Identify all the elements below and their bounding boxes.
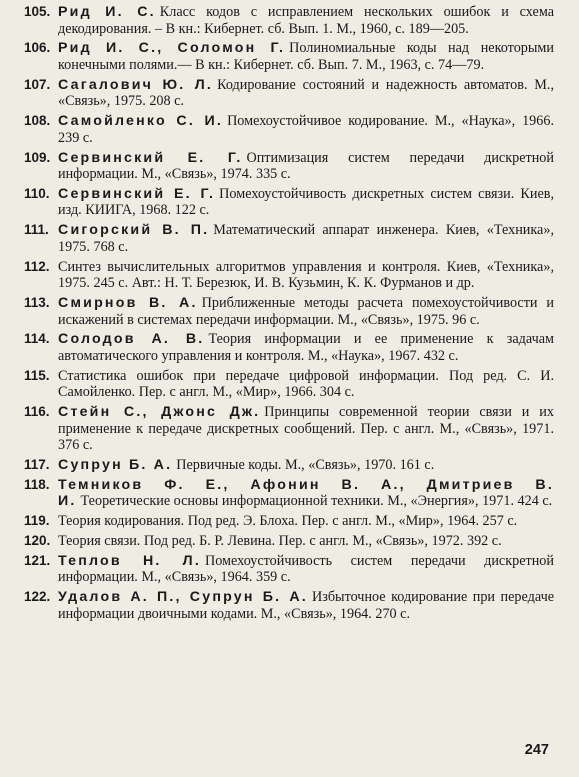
reference-number: 112. bbox=[24, 258, 50, 274]
reference-text bbox=[58, 404, 554, 454]
reference-number: 115. bbox=[24, 367, 50, 383]
reference-body: Принципы современной теории связи и их применение к передаче дискретных сообщений. Пер. с англ. М., «Связь», 1971. 376 с. bbox=[58, 404, 554, 454]
reference-item bbox=[24, 295, 554, 328]
reference-author: Сагалович Ю. Л. bbox=[58, 76, 214, 93]
reference-text bbox=[58, 477, 554, 510]
reference-item bbox=[24, 477, 554, 510]
reference-text bbox=[58, 589, 554, 622]
reference-author: Самойленко С. И. bbox=[58, 113, 224, 130]
reference-body: Статистика ошибок при передаче цифровой информации. Под ред. С. И. Самойленко. Пер. с англ. М., «Мир», 1966. 304 с. bbox=[58, 367, 554, 401]
reference-body: Математический аппарат инженера. Киев, «Техника», 1975. 768 с. bbox=[58, 222, 554, 255]
reference-text bbox=[58, 186, 554, 219]
reference-item bbox=[24, 368, 554, 401]
reference-text bbox=[58, 4, 554, 37]
reference-item bbox=[24, 222, 554, 255]
reference-number: 118. bbox=[24, 476, 50, 492]
reference-item bbox=[24, 553, 554, 586]
reference-number: 106. bbox=[24, 40, 51, 56]
reference-text bbox=[58, 368, 554, 401]
reference-author: Удалов А. П., Супрун Б. А. bbox=[58, 589, 308, 606]
reference-body: Первичные коды. М., «Связь», 1970. 161 с. bbox=[176, 457, 435, 474]
reference-number: 114. bbox=[24, 331, 50, 347]
reference-body: Теория кодирования. Под ред. Э. Блоха. Пер. с англ. М., «Мир», 1964. 257 с. bbox=[58, 513, 518, 530]
reference-item bbox=[24, 404, 554, 454]
reference-author: Темников Ф. Е., Афонин В. А., Дмитриев В. И. bbox=[58, 476, 554, 510]
reference-author: Сервинский Е. Г. bbox=[58, 185, 216, 202]
reference-body: Кодирование состояний и надежность автоматов. М., «Связь», 1975. 208 с. bbox=[58, 76, 554, 110]
reference-body: Полиномиальные коды над некоторыми конечными полями.— В кн.: Кибернет. сб. Вып. 7. М., 1963, с. 74—79. bbox=[58, 40, 554, 73]
reference-text bbox=[58, 150, 554, 183]
reference-author: Рид И. С., Соломон Г. bbox=[58, 40, 286, 57]
reference-list bbox=[24, 4, 554, 626]
reference-number: 117. bbox=[24, 457, 50, 473]
reference-text bbox=[58, 77, 554, 110]
reference-body: Помехоустойчивое кодирование. М., «Наука», 1966. 239 с. bbox=[58, 113, 554, 146]
reference-body: Теория связи. Под ред. Б. Р. Левина. Пер. с англ. М., «Связь», 1972. 392 с. bbox=[58, 533, 502, 550]
reference-item bbox=[24, 40, 554, 73]
reference-text bbox=[58, 113, 554, 146]
reference-item bbox=[24, 533, 554, 550]
reference-number: 122. bbox=[24, 589, 51, 605]
reference-number: 107. bbox=[24, 76, 51, 92]
reference-item bbox=[24, 150, 554, 183]
reference-author: Стейн С., Джонс Дж. bbox=[58, 404, 261, 421]
reference-body: Оптимизация систем передачи дискретной информации. М., «Связь», 1974. 335 с. bbox=[58, 149, 554, 183]
reference-text bbox=[58, 553, 554, 586]
reference-author: Супрун Б. А. bbox=[58, 457, 173, 474]
reference-number: 109. bbox=[24, 149, 51, 165]
reference-author: Солодов А. В. bbox=[58, 331, 205, 348]
reference-text bbox=[58, 295, 554, 328]
reference-number: 120. bbox=[24, 533, 51, 549]
page-number: 247 bbox=[524, 742, 549, 758]
reference-body: Класс кодов с исправлением нескольких ошибок и схема декодирования. – В кн.: Кибернет. сб. Вып. 1. М., 1960, с. 189—205. bbox=[58, 4, 554, 37]
reference-number: 121. bbox=[24, 552, 51, 568]
reference-item bbox=[24, 77, 554, 110]
reference-number: 116. bbox=[24, 404, 50, 420]
reference-text bbox=[58, 457, 554, 474]
reference-item bbox=[24, 457, 554, 474]
reference-body: Синтез вычислительных алгоритмов управления и контроля. Киев, «Техника», 1975. 245 с. Авт.: Н. Т. Березюк, И. В. Кузьмин, К. К. Фурманов и др. bbox=[58, 258, 554, 292]
reference-number: 108. bbox=[24, 113, 51, 129]
reference-text bbox=[58, 533, 554, 550]
reference-author: Сервинский Е. Г. bbox=[58, 149, 243, 166]
reference-text bbox=[58, 40, 554, 73]
reference-body: Теория информации и ее применение к задачам автоматического управления и контроля. М., «Наука», 1967. 432 с. bbox=[58, 331, 554, 364]
reference-item bbox=[24, 4, 554, 37]
reference-text bbox=[58, 513, 554, 530]
reference-item bbox=[24, 186, 554, 219]
reference-author: Теплов Н. Л. bbox=[58, 552, 201, 569]
reference-body: Теоретические основы информационной техники. М., «Энергия», 1971. 424 с. bbox=[80, 493, 553, 510]
reference-body: Приближенные методы расчета помехоустойчивости и искажений в системах передачи информации. М., «Связь», 1975. 96 с. bbox=[58, 295, 554, 328]
reference-author: Рид И. С. bbox=[58, 4, 156, 20]
reference-item bbox=[24, 113, 554, 146]
reference-body: Помехоустойчивость систем передачи дискретной информации. М., «Связь», 1964. 359 с. bbox=[58, 552, 554, 586]
reference-number: 105. bbox=[24, 4, 51, 19]
reference-number: 111. bbox=[24, 222, 49, 238]
reference-body: Избыточное кодирование при передаче информации двоичными кодами. М., «Связь», 1964. 270 с. bbox=[58, 589, 554, 622]
reference-item bbox=[24, 513, 554, 530]
reference-text bbox=[58, 331, 554, 364]
reference-number: 110. bbox=[24, 185, 50, 201]
reference-author: Смирнов В. А. bbox=[58, 295, 198, 311]
reference-item bbox=[24, 259, 554, 292]
reference-text bbox=[58, 222, 554, 255]
reference-number: 119. bbox=[24, 513, 50, 529]
reference-item bbox=[24, 589, 554, 622]
reference-text bbox=[58, 259, 554, 292]
reference-author: Сигорский В. П. bbox=[58, 222, 210, 239]
reference-number: 113. bbox=[24, 295, 50, 310]
reference-item bbox=[24, 331, 554, 364]
reference-body: Помехоустойчивость дискретных систем связи. Киев, изд. КИИГА, 1968. 122 с. bbox=[58, 185, 554, 219]
